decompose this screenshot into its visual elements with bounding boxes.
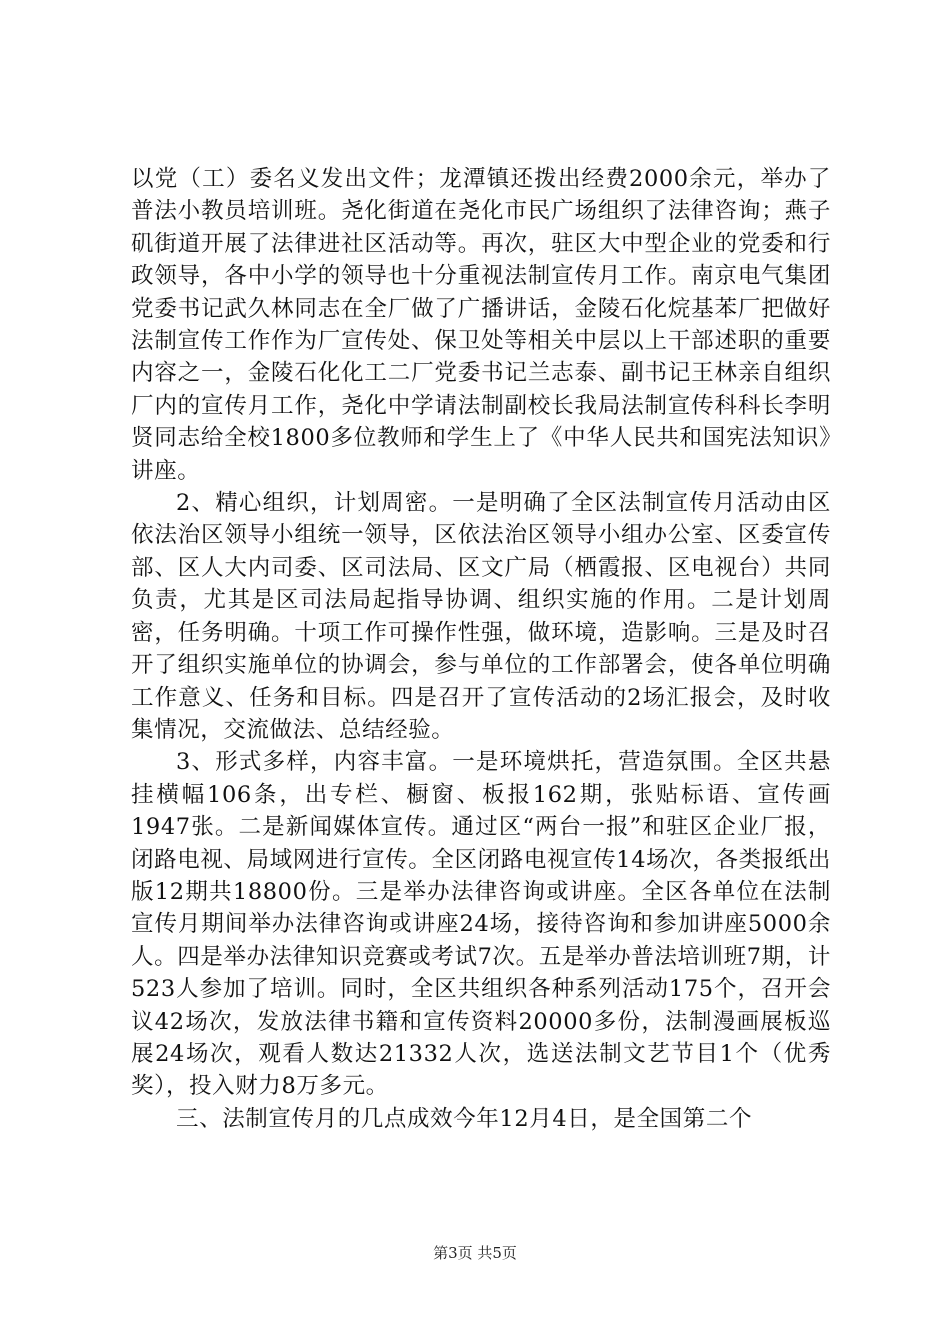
document-body	[131, 163, 831, 1135]
paragraph-section-heading: 三、法制宣传月的几点成效今年12月4日，是全国第二个	[176, 1105, 753, 1132]
paragraph-activities: 3、形式多样，内容丰富。一是环境烘托，营造氛围。全区共悬挂横幅106条，出专栏、橱窗、板报162期，张贴标语、宣传画1947张。二是新闻媒体宣传。通过区“两台一报”和驻区企业厂报，闭路电视、局域网进行宣传。全区闭路电视宣传14场次，各类报纸出版12期共18800份。三是举办法律咨询或讲座。全区各单位在法制宣传月期间举办法律咨询或讲座24场，接待咨询和参加讲座5000余人。四是举办法律知识竞赛或考试7次。五是举办普法培训班7期，计523人参加了培训。同时，全区共组织各种系列活动175个，召开会议42场次，发放法律书籍和宣传资料20000多份，法制漫画展板巡展24场次，观看人数达21332人次，选送法制文艺节目1个（优秀奖），投入财力8万多元。	[131, 749, 831, 1100]
page-footer: 第3页 共5页	[433, 1244, 517, 1262]
paragraph-organization: 2、精心组织，计划周密。一是明确了全区法制宣传月活动由区依法治区领导小组统一领导，区依法治区领导小组办公室、区委宣传部、区人大内司委、区司法局、区文广局（栖霞报、区电视台）共同负责，尤其是区司法局起指导协调、组织实施的作用。二是计划周密，任务明确。十项工作可操作性强，做环境，造影响。三是及时召开了组织实施单位的协调会，参与单位的工作部署会，使各单位明确工作意义、任务和目标。四是召开了宣传活动的2场汇报会，及时收集情况，交流做法、总结经验。	[131, 490, 831, 743]
paragraph-continuation: 以党（工）委名义发出文件；龙潭镇还拨出经费2000余元，举办了普法小教员培训班。尧化街道在尧化市民广场组织了法律咨询；燕子矶街道开展了法律进社区活动等。再次，驻区大中型企业的党委和行政领导，各中小学的领导也十分重视法制宣传月工作。南京电气集团党委书记武久林同志在全厂做了广播讲话，金陵石化烷基苯厂把做好法制宣传工作作为厂宣传处、保卫处等相关中层以上干部述职的重要内容之一，金陵石化化工二厂党委书记兰志泰、副书记王林亲自组织厂内的宣传月工作，尧化中学请法制副校长我局法制宣传科科长李明贤同志给全校1800多位教师和学生上了《中华人民共和国宪法知识》讲座。	[131, 166, 831, 484]
